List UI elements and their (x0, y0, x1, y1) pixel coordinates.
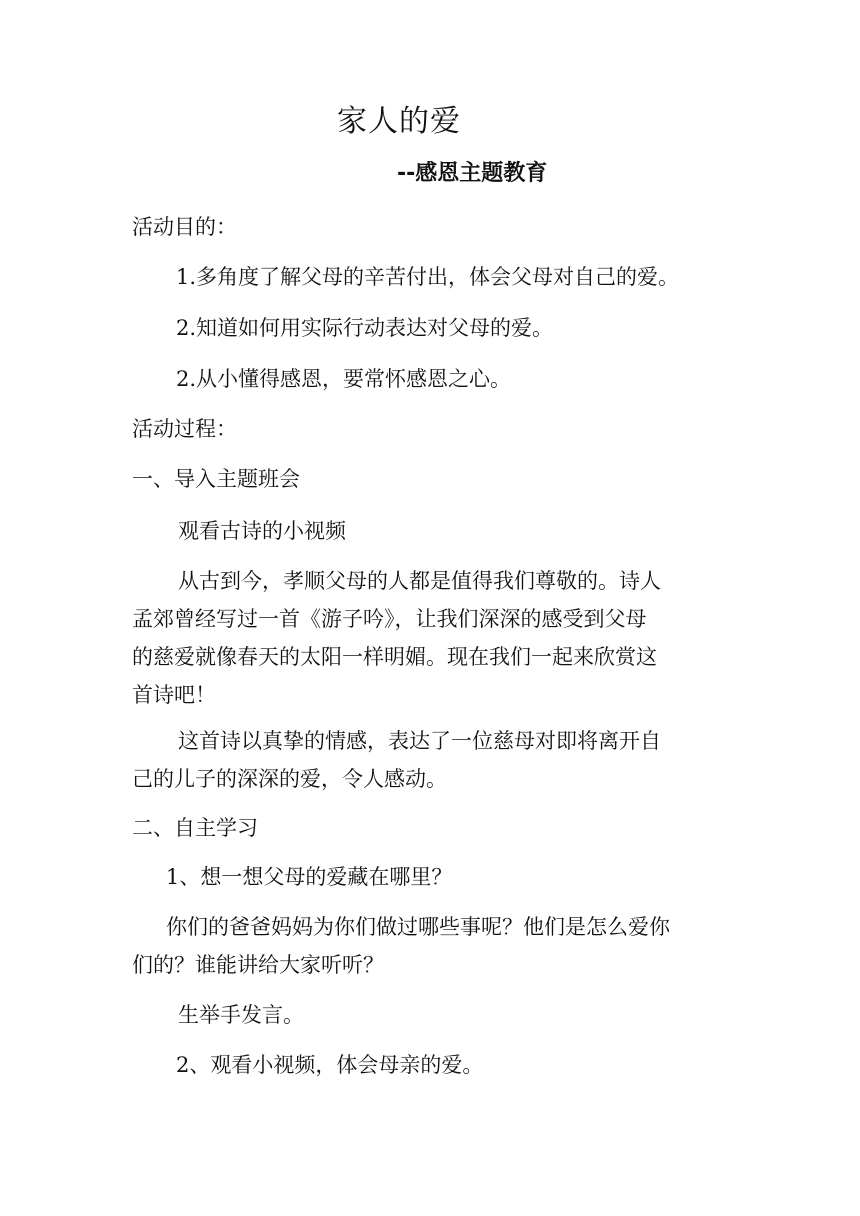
intro-paragraph (132, 562, 722, 714)
section-two-heading: 二、自主学习 (132, 816, 258, 840)
poem-explanation-line-2: 己的儿子的深深的爱，令人感动。 (132, 767, 447, 791)
intro-paragraph-line-4: 首诗吧！ (132, 683, 216, 707)
intro-paragraph-line-1: 从古到今，孝顺父母的人都是值得我们尊敬的。诗人 (178, 569, 661, 593)
purpose-item-1: 1.多角度了解父母的辛苦付出，体会父母对自己的爱。 (176, 265, 680, 289)
question-two: 2、观看小视频，体会母亲的爱。 (176, 1053, 484, 1077)
question-one-line-1: 你们的爸爸妈妈为你们做过哪些事呢？他们是怎么爱你 (166, 915, 670, 939)
poem-explanation-paragraph (132, 722, 722, 798)
student-response: 生举手发言。 (178, 1003, 304, 1027)
purpose-item-2: 2.知道如何用实际行动表达对父母的爱。 (176, 316, 554, 340)
purpose-item-3: 2.从小懂得感恩，要常怀感恩之心。 (176, 367, 512, 391)
video-line: 观看古诗的小视频 (178, 519, 346, 543)
intro-paragraph-line-2: 孟郊曾经写过一首《游子吟》，让我们深深的感受到父母 (132, 607, 647, 631)
section-one-heading: 一、导入主题班会 (132, 467, 300, 491)
question-one: 1、想一想父母的爱藏在哪里？ (166, 865, 453, 889)
document-subtitle: --感恩主题教育 (397, 161, 548, 186)
intro-paragraph-line-3: 的慈爱就像春天的太阳一样明媚。现在我们一起来欣赏这 (132, 645, 657, 669)
poem-explanation-line-1: 这首诗以真挚的情感，表达了一位慈母对即将离开自 (178, 729, 661, 753)
question-one-line-2: 们的？谁能讲给大家听听？ (132, 953, 384, 977)
document-title: 家人的爱 (337, 104, 461, 139)
process-heading: 活动过程： (132, 417, 237, 441)
purpose-heading: 活动目的： (132, 215, 237, 239)
question-one-paragraph (132, 908, 722, 984)
